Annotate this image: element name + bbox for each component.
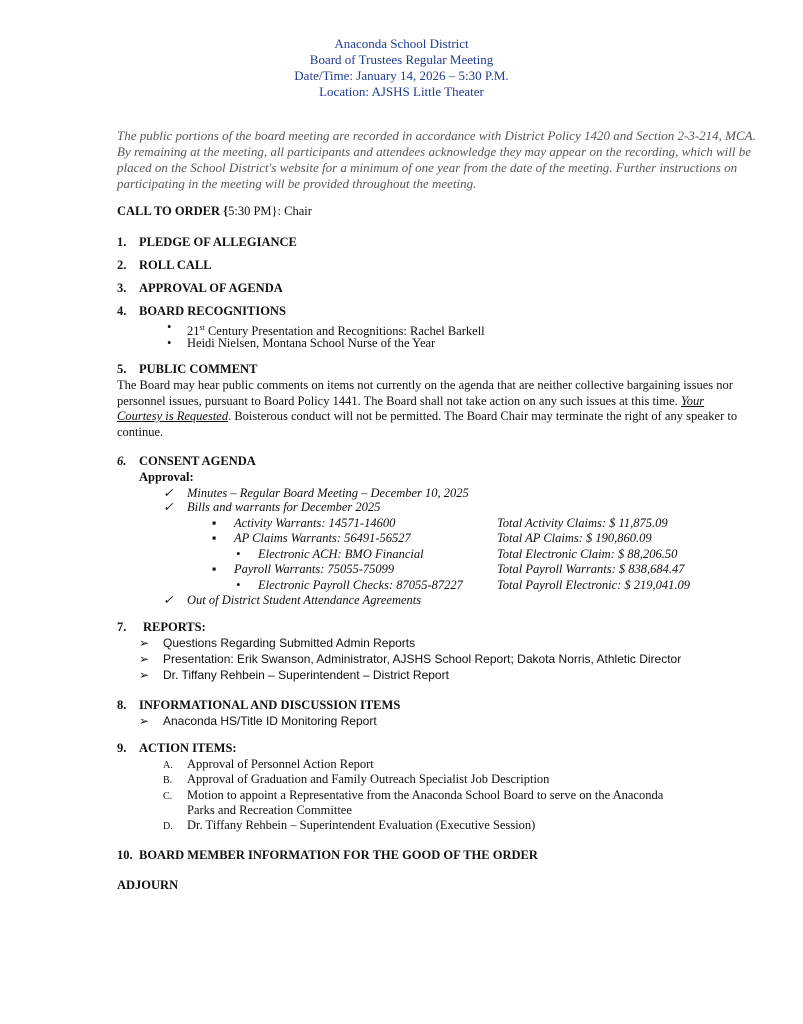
recognition-1 — [167, 320, 485, 339]
item-number: 7. — [117, 620, 127, 634]
item-number: 10. — [117, 848, 133, 862]
superscript: st — [199, 323, 205, 332]
item-title: INFORMATIONAL AND DISCUSSION ITEMS — [139, 698, 401, 712]
item-number: 9. — [117, 741, 127, 755]
item-6 — [117, 454, 256, 469]
recording-notice: The public portions of the board meeting are recorded in accordance with District Policy 1420 and Section 2-3-214, MCA. By remaining at the meeting, all participants and attendees acknowledge they may appear on the recording, which will be placed on the School District's website for a minimum of one year from the date of the meeting. Further instructions on participating in the meeting will be provided throughout the meeting. — [117, 128, 756, 191]
report-item — [139, 636, 416, 651]
square-bullet-icon: ▪ — [212, 531, 217, 545]
text: 21 — [187, 324, 200, 339]
text: Dr. Tiffany Rehbein – Superintendent – District Report — [163, 668, 449, 682]
item-title: PUBLIC COMMENT — [139, 362, 258, 376]
arrow-bullet-icon: ➢ — [139, 636, 150, 650]
warrant-row — [212, 516, 668, 531]
item-letter: B. — [163, 775, 173, 786]
item-5 — [117, 362, 258, 377]
approval-label: Approval: — [139, 470, 194, 484]
action-item — [163, 772, 550, 788]
meeting-location: Location: AJSHS Little Theater — [319, 84, 484, 99]
text: Approval of Personnel Action Report — [187, 757, 374, 771]
warrant-row — [236, 547, 678, 562]
check-icon: ✓ — [163, 500, 174, 514]
text: Bills and warrants for December 2025 — [187, 500, 381, 514]
check-icon: ✓ — [163, 593, 174, 607]
bullet-icon: • — [236, 578, 241, 592]
text: Presentation: Erik Swanson, Administrator, AJSHS School Report; Dakota Norris, Athletic Director — [163, 652, 682, 666]
item-title: ROLL CALL — [139, 258, 212, 272]
warrant-row — [212, 562, 685, 577]
item-2 — [117, 258, 212, 273]
text: Parks and Recreation Committee — [187, 803, 352, 817]
item-9 — [117, 741, 237, 756]
item-title: BOARD RECOGNITIONS — [139, 304, 286, 318]
bullet-icon: • — [167, 320, 172, 334]
public-comment-text — [117, 378, 742, 440]
call-to-order — [117, 204, 312, 219]
item-title: PLEDGE OF ALLEGIANCE — [139, 235, 297, 249]
call-to-order-label: CALL TO ORDER { — [117, 204, 229, 218]
text: Motion to appoint a Representative from the Anaconda School Board to serve on the Anaconda — [187, 788, 664, 802]
consent-minutes — [163, 486, 469, 501]
text: Anaconda HS/Title ID Monitoring Report — [163, 714, 377, 728]
item-number: 6. — [117, 454, 127, 468]
text: Dr. Tiffany Rehbein – Superintendent Evaluation (Executive Session) — [187, 818, 536, 832]
warrant-row — [236, 578, 691, 593]
arrow-bullet-icon: ➢ — [139, 714, 150, 728]
meeting-title: Board of Trustees Regular Meeting — [309, 52, 494, 67]
text: Questions Regarding Submitted Admin Reports — [163, 636, 416, 650]
warrant-row — [212, 531, 652, 546]
report-item — [139, 668, 449, 683]
item-title: ACTION ITEMS: — [139, 741, 237, 755]
call-to-order-time: 5:30 PM}: Chair — [228, 204, 312, 218]
text: Electronic ACH: BMO Financial — [258, 547, 424, 561]
action-item — [163, 788, 664, 817]
courtesy-emphasis: Your Courtesy is Requested — [117, 393, 705, 423]
district-name: Anaconda School District — [334, 36, 469, 51]
item-3 — [117, 281, 283, 296]
adjourn: ADJOURN — [117, 878, 179, 892]
text: Payroll Warrants: 75055-75099 — [234, 562, 395, 576]
text: . Boisterous conduct will not be permitted. The Board Chair may terminate the right of any speaker to continue. — [117, 409, 738, 439]
arrow-bullet-icon: ➢ — [139, 652, 150, 666]
recognition-2 — [167, 336, 436, 351]
square-bullet-icon: ▪ — [212, 516, 217, 530]
item-4 — [117, 304, 286, 319]
total: Total Electronic Claim: $ 88,206.50 — [497, 547, 678, 561]
consent-bills — [163, 500, 381, 515]
total: Total Activity Claims: $ 11,875.09 — [497, 516, 668, 530]
text: Electronic Payroll Checks: 87055-87227 — [258, 578, 463, 592]
text: Century Presentation and Recognitions: Rachel Barkell — [204, 324, 485, 339]
text: The Board may hear public comments on items not currently on the agenda that are neither collective bargaining issues nor personnel issues, pursuant to Board Policy 1441. The Board shall not take action on any such issues at this time. — [117, 378, 733, 408]
text: Out of District Student Attendance Agreements — [187, 593, 422, 607]
item-1 — [117, 235, 297, 250]
item-7 — [117, 620, 206, 635]
item-title: CONSENT AGENDA — [139, 454, 256, 468]
meeting-datetime: Date/Time: January 14, 2026 – 5:30 P.M. — [294, 68, 509, 83]
check-icon: ✓ — [163, 486, 174, 500]
item-number: 1. — [117, 235, 127, 249]
text: Heidi Nielsen, Montana School Nurse of the Year — [187, 336, 436, 350]
total: Total Payroll Electronic: $ 219,041.09 — [497, 578, 691, 592]
item-letter: C. — [163, 791, 173, 802]
bullet-icon: • — [167, 336, 172, 350]
action-item — [163, 818, 536, 834]
item-number: 4. — [117, 304, 127, 318]
square-bullet-icon: ▪ — [212, 562, 217, 576]
item-letter: A. — [163, 760, 173, 771]
arrow-bullet-icon: ➢ — [139, 668, 150, 682]
item-number: 8. — [117, 698, 127, 712]
info-item — [139, 714, 377, 729]
consent-out-of-district — [163, 593, 422, 608]
total: Total AP Claims: $ 190,860.09 — [497, 531, 652, 545]
text: Approval of Graduation and Family Outreach Specialist Job Description — [187, 772, 550, 786]
item-number: 3. — [117, 281, 127, 295]
item-title: BOARD MEMBER INFORMATION FOR THE GOOD OF THE ORDER — [139, 848, 538, 862]
action-item — [163, 757, 374, 773]
total: Total Payroll Warrants: $ 838,684.47 — [497, 562, 685, 576]
item-number: 5. — [117, 362, 127, 376]
bullet-icon: • — [236, 547, 241, 561]
item-letter: D. — [163, 821, 173, 832]
item-10 — [117, 848, 538, 863]
report-item — [139, 652, 682, 667]
item-number: 2. — [117, 258, 127, 272]
text: Minutes – Regular Board Meeting – December 10, 2025 — [187, 486, 469, 500]
item-title: REPORTS: — [143, 620, 206, 634]
item-title: APPROVAL OF AGENDA — [139, 281, 283, 295]
text: Activity Warrants: 14571-14600 — [234, 516, 396, 530]
item-8 — [117, 698, 401, 713]
text: AP Claims Warrants: 56491-56527 — [234, 531, 411, 545]
